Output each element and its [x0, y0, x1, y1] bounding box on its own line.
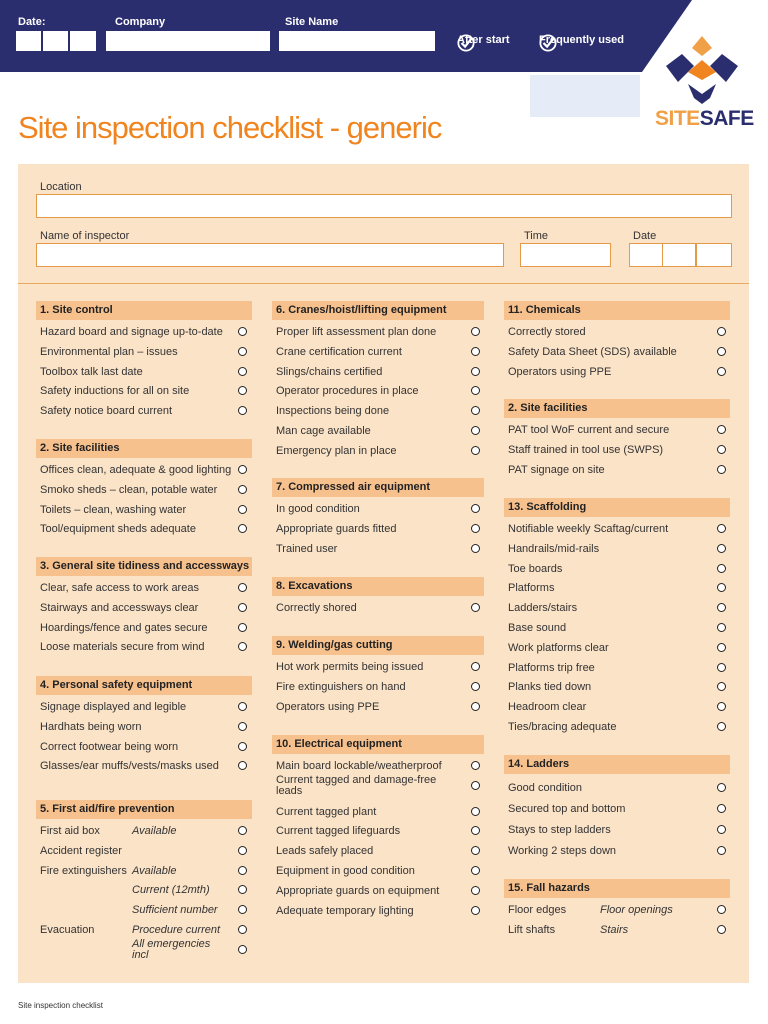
check-circle-icon[interactable] [717, 682, 726, 691]
checklist-item-label: Crane certification current [276, 345, 402, 358]
date-label: Date [633, 230, 657, 242]
checklist-item [504, 601, 733, 617]
check-circle-icon[interactable] [238, 465, 247, 474]
checklist-item [504, 844, 733, 860]
checklist-item [504, 423, 733, 439]
checklist-item-label: Environmental plan – issues [40, 345, 178, 358]
checklist-item-label: Clear, safe access to work areas [40, 582, 199, 594]
checklist-item-label: Ties/bracing adequate [508, 721, 617, 733]
check-circle-icon[interactable] [238, 623, 247, 632]
checklist-item [36, 937, 254, 961]
checklist-item-label: Lift shafts [508, 923, 556, 936]
section-header: 13. Scaffolding [504, 498, 730, 517]
section-header: 14. Ladders [504, 755, 730, 774]
checklist-item [504, 542, 733, 558]
date-month-field[interactable] [43, 31, 69, 51]
checklist-item-label: Tool/equipment sheds adequate [40, 523, 196, 536]
check-circle-icon[interactable] [238, 642, 247, 651]
section-header: 5. First aid/fire prevention [36, 800, 252, 819]
checklist-item [36, 903, 254, 919]
checklist-item-label: Operators using PPE [508, 365, 612, 378]
check-circle-icon[interactable] [238, 505, 247, 514]
frequently-used-label: Frequently used [539, 34, 624, 46]
checklist-item [36, 621, 254, 637]
check-circle-icon[interactable] [717, 425, 726, 434]
checklist-item-sublabel: Stairs [600, 923, 629, 936]
checklist-item-label: Stairways and accessways clear [40, 601, 199, 614]
section-header: 15. Fall hazards [504, 879, 730, 898]
frequently-used-option[interactable] [539, 34, 624, 46]
checklist-item [272, 884, 487, 900]
section-header: 11. Chemicals [504, 301, 730, 320]
check-circle-icon[interactable] [717, 825, 726, 834]
checklist-item [36, 759, 254, 775]
check-circle-icon[interactable] [717, 702, 726, 711]
checklist-item-label: Platforms trip free [508, 661, 595, 674]
checklist-item [36, 345, 254, 361]
checklist-item [36, 720, 254, 736]
checklist-item-label: Smoko sheds – clean, potable water [40, 483, 218, 496]
section-header: 8. Excavations [272, 577, 484, 596]
check-circle-icon[interactable] [238, 603, 247, 612]
checklist-item [36, 824, 254, 840]
checklist-item-label: Ladders/stairs [508, 602, 578, 615]
after-start-option[interactable] [457, 34, 510, 46]
check-circle-icon[interactable] [717, 643, 726, 652]
check-circle-icon[interactable] [471, 367, 480, 376]
checklist-item-label: Loose materials secure from wind [40, 641, 205, 654]
time-field[interactable] [520, 243, 611, 267]
check-circle-icon[interactable] [717, 925, 726, 934]
checklist-item-sublabel: All emergencies incl [132, 937, 211, 961]
checklist-item-label: Inspections being done [276, 405, 390, 418]
checklist-item-label: Fire extinguishers on hand [276, 680, 406, 693]
checklist-item-label: Correctly stored [508, 326, 586, 338]
checklist-item-label: Current tagged lifeguards [276, 825, 401, 838]
check-circle-icon[interactable] [238, 485, 247, 494]
check-circle-icon[interactable] [471, 761, 480, 770]
checklist-item-label: Fire extinguishers [40, 864, 127, 877]
check-circle-icon[interactable] [717, 367, 726, 376]
checklist-item [272, 542, 487, 558]
inspector-label: Name of inspector [40, 230, 130, 242]
check-circle-icon[interactable] [238, 702, 247, 711]
check-circle-icon[interactable] [471, 906, 480, 915]
check-circle-icon[interactable] [238, 327, 247, 336]
checklist-item [272, 502, 487, 518]
check-circle-icon[interactable] [238, 866, 247, 875]
logo-wordmark [655, 107, 754, 131]
checklist-item-label: Notifiable weekly Scaftag/current [508, 523, 669, 535]
check-circle-icon[interactable] [238, 925, 247, 934]
header-bar [0, 0, 768, 72]
checklist-item-label: Good condition [508, 782, 582, 794]
checklist-item [504, 522, 733, 538]
checklist-item-label: Equipment in good condition [276, 865, 415, 877]
checklist-item [504, 365, 733, 381]
checklist-item [36, 640, 254, 656]
date-day-field[interactable] [16, 31, 42, 51]
checklist-item-label: Toe boards [508, 562, 563, 575]
checklist-item-label: Headroom clear [508, 701, 587, 714]
check-circle-icon[interactable] [471, 347, 480, 356]
checklist-item-label: Safety Data Sheet (SDS) available [508, 345, 677, 358]
checklist-item [504, 923, 733, 939]
checklist-item [36, 700, 254, 716]
checklist-item-label: Operator procedures in place [276, 385, 419, 398]
check-circle-icon[interactable] [471, 807, 480, 816]
check-circle-icon[interactable] [238, 367, 247, 376]
checklist-item-label: Handrails/mid-rails [508, 542, 600, 555]
date-day-field[interactable] [629, 243, 663, 267]
checklist-item [36, 883, 254, 899]
check-circle-icon[interactable] [238, 885, 247, 894]
check-circle-icon[interactable] [471, 544, 480, 553]
logo-text-safe: SAFE [699, 107, 754, 130]
check-circle-icon[interactable] [238, 583, 247, 592]
date-label: Date: [18, 16, 46, 28]
checklist-item [272, 384, 487, 400]
inspector-field[interactable] [36, 243, 504, 267]
checklist-item-label: Trained user [276, 542, 338, 555]
checklist-item [36, 740, 254, 756]
check-circle-icon[interactable] [471, 702, 480, 711]
checklist-item [272, 759, 487, 775]
check-circle-icon[interactable] [471, 662, 480, 671]
section-header: 2. Site facilities [36, 439, 252, 458]
checklist-item [504, 562, 733, 578]
checklist-item [272, 805, 487, 821]
checklist-item [504, 680, 733, 696]
check-circle-icon[interactable] [471, 446, 480, 455]
checklist-item [272, 345, 487, 361]
checklist-item-label: Safety notice board current [40, 405, 173, 418]
checklist-item-label: Appropriate guards fitted [276, 522, 397, 535]
checklist-item-label: Platforms [508, 582, 555, 595]
checklist-item-label: Current tagged plant [276, 805, 377, 818]
checklist-item-sublabel: Available [132, 864, 177, 877]
checklist-item-label: Offices clean, adequate & good lighting [40, 464, 232, 476]
checklist-item [272, 522, 487, 538]
check-circle-icon[interactable] [471, 846, 480, 855]
checklist-item [272, 660, 487, 676]
check-circle-icon[interactable] [238, 945, 247, 954]
checklist-item-label: Correctly shored [276, 602, 357, 614]
date-year-field[interactable] [696, 243, 732, 267]
checklist-item-label: First aid box [40, 825, 100, 837]
site-name-label: Site Name [285, 16, 339, 28]
checklist-item-sublabel: Procedure current [132, 924, 221, 936]
check-circle-icon[interactable] [238, 386, 247, 395]
check-circle-icon[interactable] [717, 663, 726, 672]
checklist-item [272, 773, 487, 797]
checklist-item [272, 325, 487, 341]
checklist-item [272, 824, 487, 840]
check-circle-icon[interactable] [717, 583, 726, 592]
checklist-item [36, 601, 254, 617]
checklist-item-label: PAT signage on site [508, 463, 605, 476]
checklist-item-sublabel: Sufficient number [132, 904, 218, 917]
location-field[interactable] [36, 194, 732, 218]
section-header: 10. Electrical equipment [272, 735, 484, 754]
checklist-item [504, 720, 733, 736]
check-circle-icon[interactable] [471, 682, 480, 691]
page-title: Site inspection checklist - generic [18, 110, 442, 145]
check-circle-icon[interactable] [717, 564, 726, 573]
company-field[interactable] [106, 31, 270, 51]
checklist-item-label: Hazard board and signage up-to-date [40, 326, 223, 338]
checklist-item-label: Planks tied down [508, 681, 592, 694]
check-circle-icon[interactable] [471, 603, 480, 612]
checklist-item-label: Glasses/ear muffs/vests/masks used [40, 760, 219, 773]
check-circle-icon[interactable] [717, 846, 726, 855]
check-circle-icon[interactable] [717, 524, 726, 533]
checklist-item-label: Safety inductions for all on site [40, 385, 190, 398]
checklist-item-label: Work platforms clear [508, 641, 609, 654]
check-circle-icon[interactable] [717, 465, 726, 474]
checklist-item [504, 463, 733, 479]
checklist-item-label: Main board lockable/weatherproof [276, 760, 442, 772]
check-circle-icon[interactable] [471, 504, 480, 513]
checklist-item-label: Base sound [508, 622, 567, 634]
checklist-item [36, 483, 254, 499]
checklist-item [36, 404, 254, 420]
checklist-item [36, 522, 254, 538]
section-header: 7. Compressed air equipment [272, 478, 484, 497]
check-circle-icon[interactable] [471, 886, 480, 895]
check-circle-icon[interactable] [471, 327, 480, 336]
section-header: 9. Welding/gas cutting [272, 636, 484, 655]
check-circle-icon[interactable] [717, 783, 726, 792]
check-circle-icon[interactable] [471, 826, 480, 835]
checklist-item [504, 621, 733, 637]
checklist-item-label: In good condition [276, 503, 360, 515]
section-divider [18, 283, 749, 284]
checklist-item [272, 680, 487, 696]
checklist-item [504, 443, 733, 459]
date-month-field[interactable] [662, 243, 696, 267]
check-circle-icon[interactable] [717, 327, 726, 336]
check-circle-icon[interactable] [717, 804, 726, 813]
checklist-item [36, 384, 254, 400]
checklist-item [272, 444, 487, 460]
check-icon [539, 34, 557, 52]
checklist-item-sublabel: Current (12mth) [132, 884, 210, 897]
checklist-item-label: Correct footwear being worn [40, 740, 179, 753]
checklist-item-label: Stays to step ladders [508, 824, 611, 836]
check-circle-icon[interactable] [717, 623, 726, 632]
footer-text: Site inspection checklist [18, 1001, 103, 1010]
check-circle-icon[interactable] [717, 905, 726, 914]
check-circle-icon[interactable] [717, 347, 726, 356]
checklist-item [504, 781, 733, 797]
checklist-item-label: Secured top and bottom [508, 803, 626, 815]
checklist-item-label: Leads safely placed [276, 845, 374, 858]
check-circle-icon[interactable] [717, 445, 726, 454]
checklist-item [504, 325, 733, 341]
checklist-item [504, 661, 733, 677]
checklist-item-label: Staff trained in tool use (SWPS) [508, 443, 664, 456]
checklist-item [36, 581, 254, 597]
checklist-item [36, 365, 254, 381]
check-circle-icon[interactable] [471, 866, 480, 875]
company-label: Company [115, 16, 166, 28]
checklist-item [36, 844, 254, 860]
check-circle-icon[interactable] [717, 603, 726, 612]
checklist-item-sublabel: Available [132, 825, 177, 837]
check-circle-icon[interactable] [471, 386, 480, 395]
checklist-item-label: Toolbox talk last date [40, 365, 143, 378]
check-circle-icon[interactable] [471, 426, 480, 435]
checklist-item-label: Current tagged and damage-free leads [276, 773, 437, 797]
check-circle-icon[interactable] [238, 722, 247, 731]
check-circle-icon[interactable] [717, 544, 726, 553]
section-header: 6. Cranes/hoist/lifting equipment [272, 301, 484, 320]
checklist-item-label: Working 2 steps down [508, 845, 617, 857]
check-circle-icon[interactable] [238, 524, 247, 533]
checklist-item-sublabel: Floor openings [600, 904, 673, 916]
checklist-item [36, 503, 254, 519]
checklist-item [36, 325, 254, 341]
site-name-field[interactable] [279, 31, 435, 51]
checklist-item [504, 823, 733, 839]
checklist-item-label: Hot work permits being issued [276, 661, 424, 673]
check-circle-icon[interactable] [471, 524, 480, 533]
checklist-item-label: Operators using PPE [276, 700, 380, 713]
checklist-item [36, 923, 254, 939]
checklist-item [504, 641, 733, 657]
check-circle-icon[interactable] [471, 781, 480, 790]
checklist-item-label: Slings/chains certified [276, 365, 383, 378]
checklist-item-label: Man cage available [276, 425, 371, 437]
checklist-item [272, 844, 487, 860]
blank-shaded-box [530, 75, 640, 117]
checklist-item [272, 700, 487, 716]
checklist-item-label: Appropriate guards on equipment [276, 884, 440, 897]
checklist-item-label: Toilets – clean, washing water [40, 503, 187, 516]
checklist-item-label: Hardhats being worn [40, 720, 142, 733]
check-circle-icon[interactable] [238, 347, 247, 356]
section-header: 4. Personal safety equipment [36, 676, 252, 695]
check-circle-icon[interactable] [238, 761, 247, 770]
check-circle-icon[interactable] [238, 905, 247, 914]
checklist-item-label: Signage displayed and legible [40, 701, 187, 713]
check-icon [457, 34, 475, 52]
checklist-item [504, 581, 733, 597]
section-header: 1. Site control [36, 301, 252, 320]
section-header: 3. General site tidiness and accessways [36, 557, 252, 576]
check-circle-icon[interactable] [238, 846, 247, 855]
checklist-item [272, 404, 487, 420]
checklist-item [272, 601, 487, 617]
checklist-item [504, 802, 733, 818]
checklist-item [504, 345, 733, 361]
after-start-label: After start [457, 34, 510, 46]
check-circle-icon[interactable] [717, 722, 726, 731]
checklist-item [272, 864, 487, 880]
checklist-item [272, 904, 487, 920]
checklist-item [36, 463, 254, 479]
checklist-item [272, 365, 487, 381]
check-circle-icon[interactable] [238, 742, 247, 751]
check-circle-icon[interactable] [238, 826, 247, 835]
section-header: 2. Site facilities [504, 399, 730, 418]
checklist-item [36, 864, 254, 880]
checklist-item-label: Emergency plan in place [276, 444, 397, 457]
date-year-field[interactable] [70, 31, 96, 51]
time-label: Time [524, 230, 549, 242]
checklist-item [272, 424, 487, 440]
checklist-item-label: Proper lift assessment plan done [276, 326, 437, 338]
check-circle-icon[interactable] [238, 406, 247, 415]
checklist-item-label: Evacuation [40, 924, 95, 936]
location-label: Location [40, 181, 82, 193]
logo-text-site: SITE [655, 107, 700, 130]
checklist-item-label: Adequate temporary lighting [276, 904, 414, 917]
checklist-item-label: Floor edges [508, 904, 567, 916]
checklist-item-label: Hoardings/fence and gates secure [40, 621, 208, 634]
check-circle-icon[interactable] [471, 406, 480, 415]
checklist-item [504, 903, 733, 919]
checklist-item-label: Accident register [40, 844, 122, 857]
checklist-item-label: PAT tool WoF current and secure [508, 424, 670, 436]
checklist-item [504, 700, 733, 716]
